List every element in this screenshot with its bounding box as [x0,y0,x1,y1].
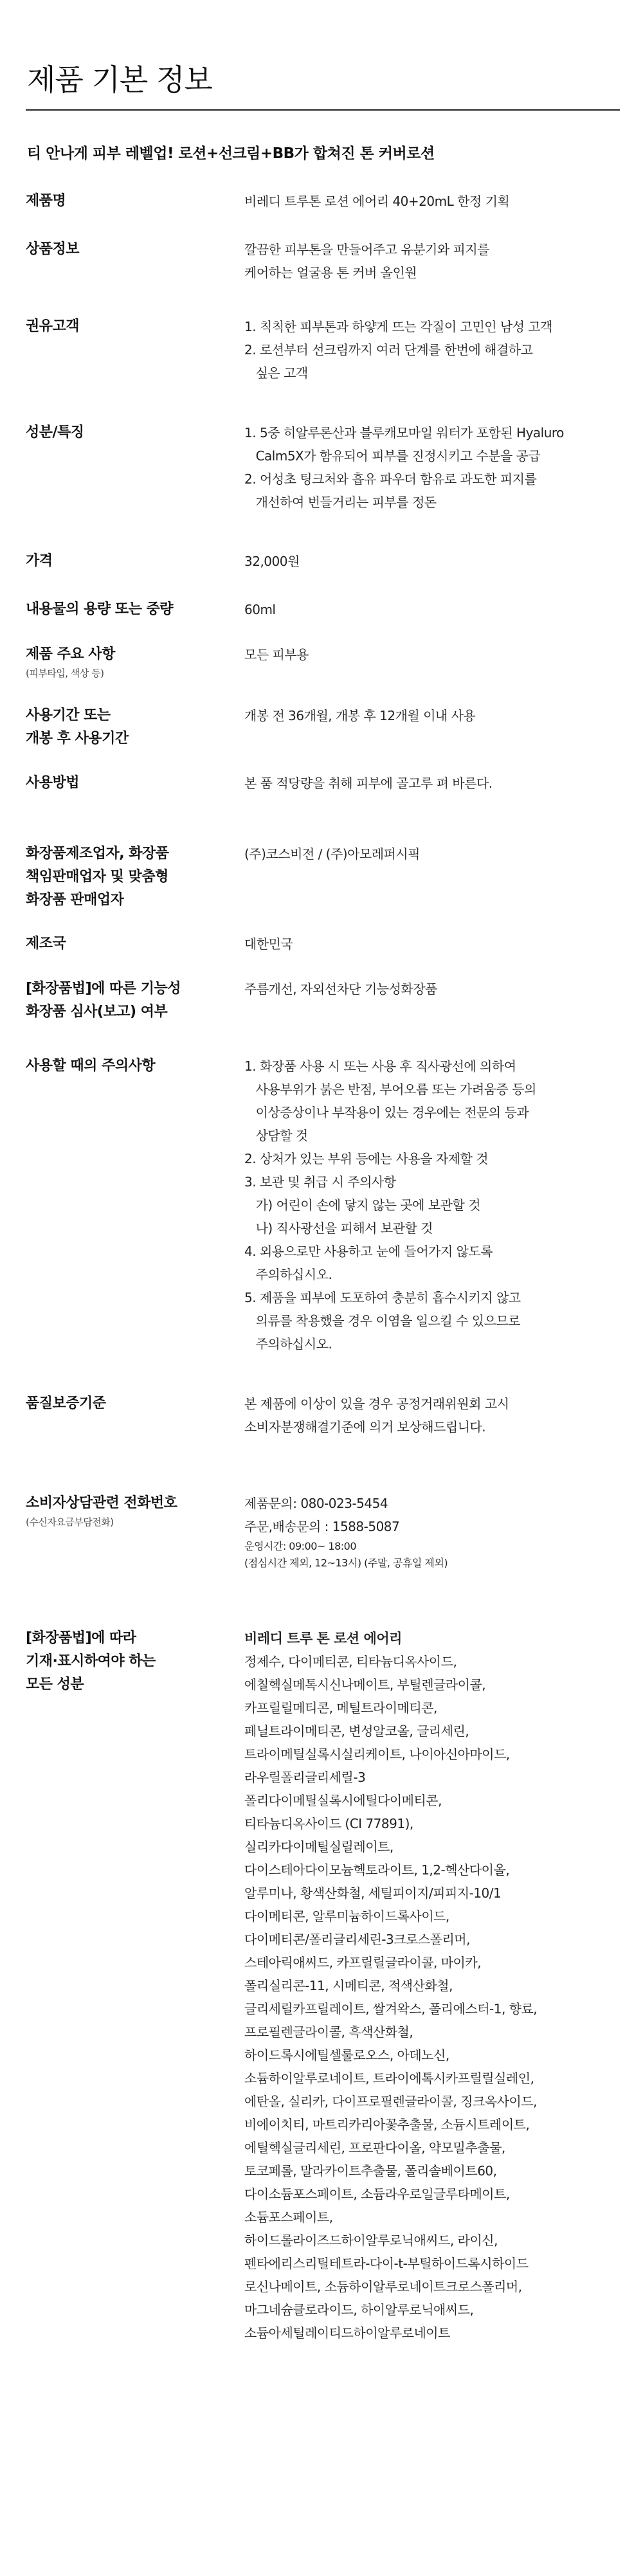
info-value [244,643,617,666]
info-value-line: 2. 어성초 팅크처와 흡유 파우더 함유로 과도한 피지를 [244,471,537,487]
info-value-line: 펜타에리스리틸테트라-다이-t-부틸하이드록시하이드 [244,2256,529,2271]
info-value-line: 에틸헥실글리세린, 프로판다이올, 약모밀추출물, [244,2140,505,2155]
info-value-line: Calm5X가 함유되어 피부를 진정시키고 수분을 공급 [244,448,541,464]
info-value-line: 하이드롤라이즈드하이알루로닉애씨드, 라이신, [244,2233,498,2248]
info-value-line: 본 제품에 이상이 있을 경우 공정거래위원회 고시 [244,1396,509,1411]
info-value-line: 깔끔한 피부톤을 만들어주고 유분기와 피지를 [244,242,490,257]
info-value-line: 가) 어린이 손에 닿지 않는 곳에 보관할 것 [244,1197,480,1213]
info-value-line: 다이소듐포스페이트, 소듐라우로일글루타메이트, [244,2186,510,2202]
info-value-line: 비에이치티, 마트리카리아꽃추출물, 소듐시트레이트, [244,2117,530,2132]
info-value [244,1492,617,1572]
info-label [26,643,238,680]
info-value-line: 라우릴폴리글리세릴-3 [244,1770,366,1785]
info-value-line: 주름개선, 자외선차단 기능성화장품 [244,981,437,997]
info-value-line: 소듐하이알루로네이트, 트라이에톡시카프릴릴실레인, [244,2071,534,2086]
info-value-line: 주의하십시오. [244,1267,332,1282]
page-title: 제품 기본 정보 [27,62,212,97]
info-label-line: 품질보증기준 [26,1395,106,1411]
info-value-line: 폴리실리콘-11, 시메티콘, 적색산화철, [244,1978,453,1993]
info-label [26,315,238,338]
info-value-note: (점심시간 제외, 12~13시) (주말, 공휴일 제외) [244,1557,448,1569]
info-label-line: 제품 주요 사항 [26,646,115,662]
info-label [26,421,238,444]
info-value-line: 3. 보관 및 취급 시 주의사항 [244,1174,396,1190]
info-value-line: 소듐아세틸레이티드하이알루로네이트 [244,2325,450,2341]
info-value-line: 의류를 착용했을 경우 이염을 일으킬 수 있으므로 [244,1313,521,1329]
info-value-line: 싶은 고객 [244,365,308,381]
info-value-line: 트라이메틸실록시실리케이트, 나이아신아마이드, [244,1746,510,1762]
info-label [26,704,238,750]
info-value-line: 개봉 전 36개월, 개봉 후 12개월 이내 사용 [244,708,476,723]
info-value-line: 60ml [244,602,276,617]
info-value-line: 1. 칙칙한 피부톤과 하얗게 뜨는 각질이 고민인 남성 고객 [244,319,552,334]
info-value-line: 2. 상처가 있는 부위 등에는 사용을 자제할 것 [244,1151,489,1166]
info-value-line: 에탄올, 실리카, 다이프로필렌글라이콜, 징크옥사이드, [244,2094,538,2109]
info-label-line: 권유고객 [26,318,80,334]
info-value-line: 2. 로션부터 선크림까지 여러 단계를 한번에 해결하고 [244,342,533,358]
info-value-line: 주문,배송문의 : 1588-5087 [244,1519,400,1534]
info-value-line: 하이드록시에틸셀룰로오스, 아데노신, [244,2047,449,2063]
info-label-line: 가격 [26,553,53,569]
info-value-line: 실리카다이메틸실릴레이트, [244,1839,394,1855]
info-value [244,421,617,514]
info-label-line: 화장품 심사(보고) 여부 [26,1004,168,1020]
info-label-line: 화장품 판매업자 [26,892,124,908]
title-divider [26,109,620,111]
info-label-line: 제조국 [26,936,66,952]
info-label-line: 화장품제조업자, 화장품 [26,846,169,862]
info-value [244,932,617,956]
info-label-note: (피부타입, 색상 등) [26,667,104,679]
info-value-line: 마그네슘클로라이드, 하이알루로닉애씨드, [244,2302,474,2317]
info-label [26,1627,238,1696]
ingredient-heading: 비레디 트루 톤 로션 에어리 [244,1631,402,1646]
info-value-line: 32,000원 [244,554,300,569]
info-label-line: 기재·표시하여야 하는 [26,1653,156,1669]
info-value-line: 에칠헥실메톡시신나메이트, 부틸렌글라이콜, [244,1677,486,1692]
info-value-line: 글리세릴카프릴레이트, 쌀겨왁스, 폴리에스터-1, 향료, [244,2001,538,2017]
info-value [244,1055,617,1356]
info-value [244,842,617,866]
info-label [26,1492,238,1529]
info-value-line: 다이스테아다이모늄헥토라이트, 1,2-헥산다이올, [244,1862,510,1878]
info-value-line: 모든 피부용 [244,647,309,662]
info-value-line: 토코페롤, 말라카이트추출물, 폴리솔베이트60, [244,2163,497,2179]
info-value-line: 이상증상이나 부작용이 있는 경우에는 전문의 등과 [244,1105,529,1120]
info-value-line: 카프릴릴메티콘, 메틸트라이메티콘, [244,1700,437,1716]
info-value-line: 제품문의: 080-023-5454 [244,1496,388,1511]
info-value [244,190,617,213]
info-value [244,704,617,727]
info-value-line: 스테아릭애씨드, 카프릴릴글라이콜, 마이카, [244,1955,482,1970]
info-label-line: 소비자상담관련 전화번호 [26,1495,177,1511]
info-label [26,1055,238,1078]
info-label-line: 개봉 후 사용기간 [26,730,129,747]
info-value-line: (주)코스비전 / (주)아모레퍼시픽 [244,846,421,862]
info-value-line: 주의하십시오. [244,1336,332,1352]
info-value-line: 사용부위가 붉은 반점, 부어오름 또는 가려움증 등의 [244,1082,536,1097]
info-value-line: 프로필렌글라이콜, 흑색산화철, [244,2024,413,2040]
info-value [244,598,617,621]
info-value [244,1627,617,2345]
info-label [26,977,238,1024]
info-label-note: (수신자요금부담전화) [26,1516,114,1528]
info-value-line: 5. 제품을 피부에 도포하여 충분히 흡수시키지 않고 [244,1290,521,1305]
info-value-line: 소듐포스페이트, [244,2209,333,2225]
info-value-line: 알루미나, 황색산화철, 세틸피이지/피피지-10/1 [244,1885,502,1901]
info-value-line: 페닐트라이메티콘, 변성알코올, 글리세린, [244,1723,469,1739]
info-label-line: 성분/특징 [26,424,84,440]
info-value-line: 다이메티콘, 알루미늄하이드록사이드, [244,1909,449,1924]
info-value [244,977,617,1001]
info-label-line: 사용방법 [26,775,80,791]
info-value-line: 소비자분쟁해결기준에 의거 보상해드립니다. [244,1419,486,1435]
info-label-line: 책임판매업자 및 맞춤형 [26,869,168,885]
info-value-line: 1. 화장품 사용 시 또는 사용 후 직사광선에 의하여 [244,1058,516,1074]
info-label-line: 사용할 때의 주의사항 [26,1058,156,1074]
info-value-line: 본 품 적당량을 취해 피부에 골고루 펴 바른다. [244,776,493,791]
info-label [26,932,238,956]
info-value-note: 운영시간: 09:00~ 18:00 [244,1540,357,1552]
info-value [244,772,617,795]
info-label-line: 내용물의 용량 또는 중량 [26,601,173,617]
info-value-line: 폴리다이메틸실록시에틸다이메티콘, [244,1793,442,1808]
info-value-line: 정제수, 다이메티콘, 티타늄디옥사이드, [244,1654,457,1669]
info-value-line: 다이메티콘/폴리글리세린-3크로스폴리머, [244,1932,470,1947]
info-label [26,1392,238,1415]
info-value [244,550,617,573]
info-value-line: 상담할 것 [244,1128,308,1143]
info-value-line: 4. 외용으로만 사용하고 눈에 들어가지 않도록 [244,1244,493,1259]
info-value-line: 비레디 트루톤 로션 에어리 40+20mL 한정 기획 [244,194,510,209]
info-label [26,772,238,795]
info-label [26,598,238,621]
info-value-line: 티타늄디옥사이드 (CI 77891), [244,1816,413,1831]
info-value-line: 개선하여 번들거리는 피부를 정돈 [244,494,437,510]
info-label [26,190,238,213]
info-label-line: [화장품법]에 따른 기능성 [26,981,181,997]
info-label [26,238,238,261]
info-label-line: 제품명 [26,193,66,209]
info-label-line: 사용기간 또는 [26,707,111,723]
info-value-line: 1. 5중 히알루론산과 블루캐모마일 워터가 포함된 Hyaluro [244,425,564,440]
info-value-line: 대한민국 [244,936,293,952]
info-label-line: 상품정보 [26,241,80,257]
info-label [26,550,238,573]
info-label [26,842,238,912]
info-value [244,238,617,284]
info-value [244,315,617,385]
info-value-line: 로신나메이트, 소듐하이알루로네이트크로스폴리머, [244,2279,522,2294]
product-tagline: 티 안나게 피부 레벨업! 로션+선크림+BB가 합쳐진 톤 커버로션 [27,145,435,162]
info-value-line: 케어하는 얼굴용 톤 커버 올인원 [244,265,417,280]
info-label-line: 모든 성분 [26,1676,84,1692]
info-value-line: 나) 직사광선을 피해서 보관할 것 [244,1220,433,1236]
info-label-line: [화장품법]에 따라 [26,1630,136,1646]
info-value [244,1392,617,1438]
